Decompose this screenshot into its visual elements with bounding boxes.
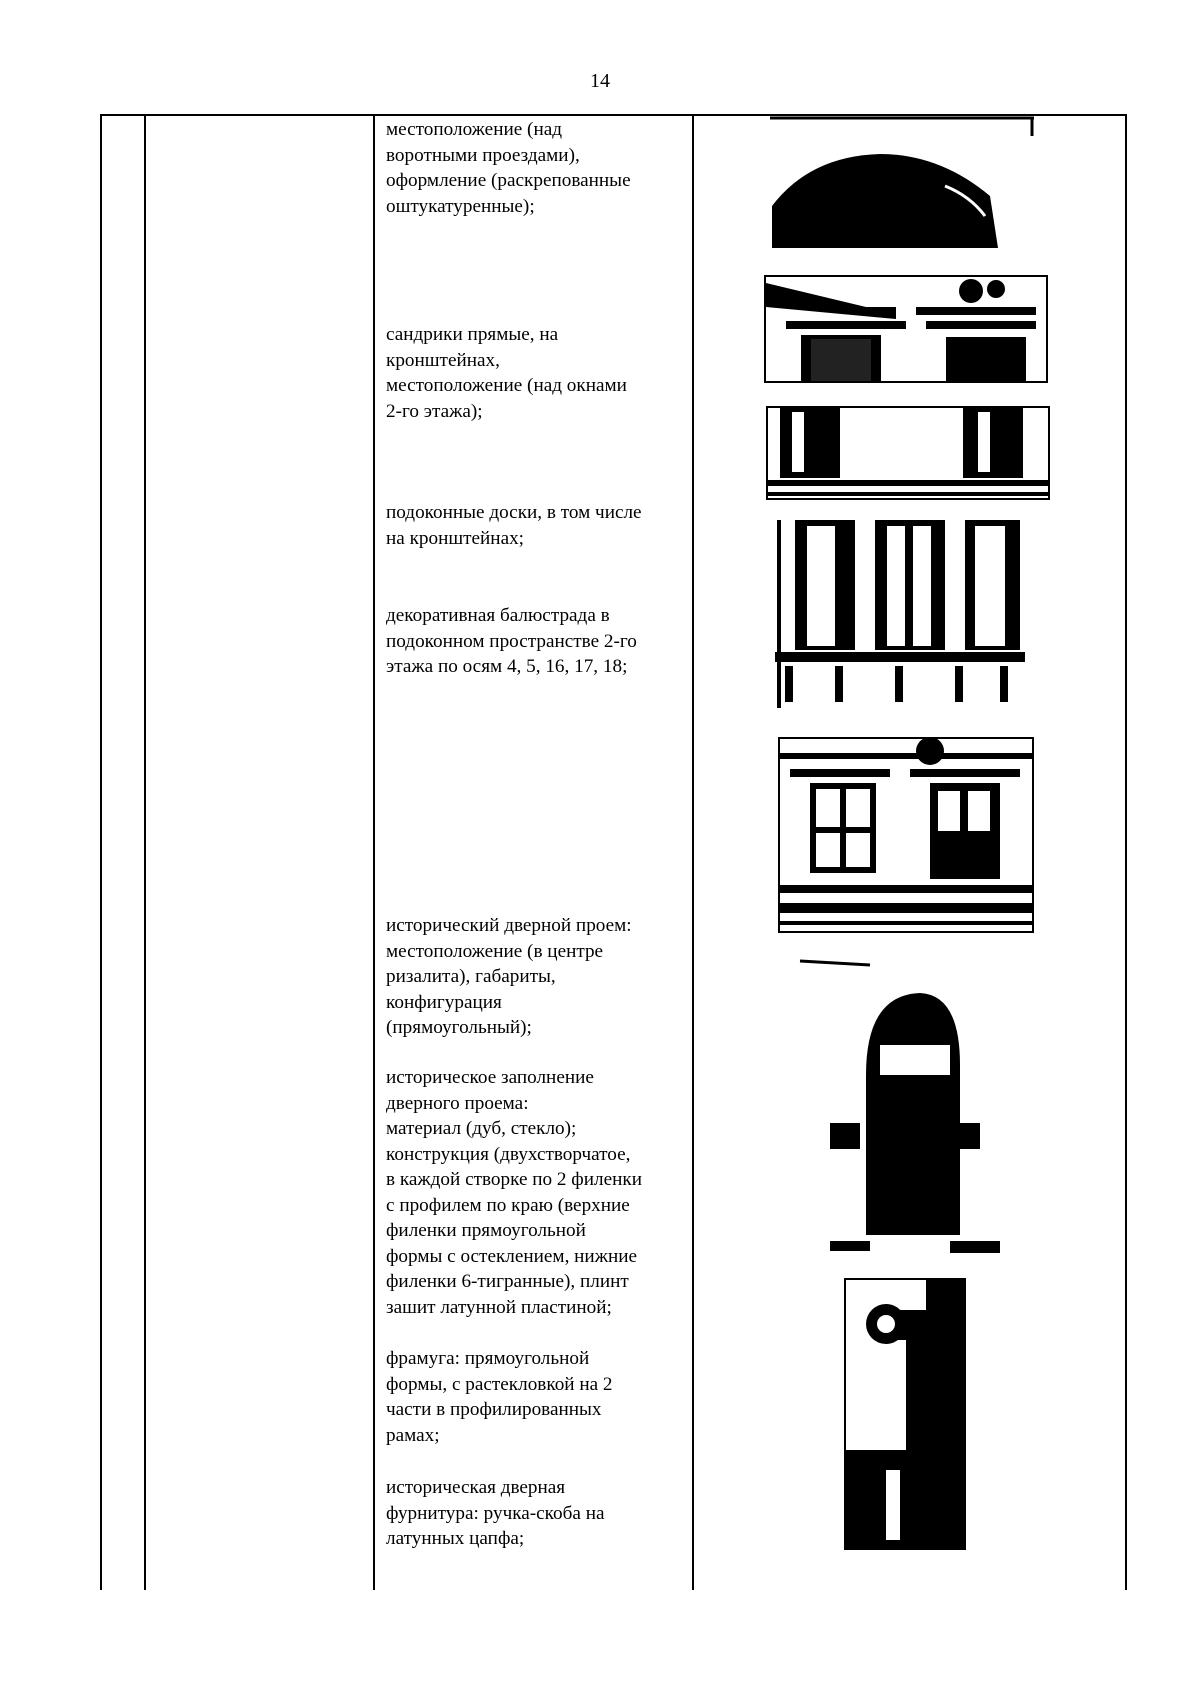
facade-windows-photo bbox=[778, 737, 1034, 933]
table-column-border bbox=[144, 114, 146, 1590]
text-line: формы, с растекловкой на 2 bbox=[386, 1373, 613, 1395]
text-line: рамах; bbox=[386, 1424, 440, 1446]
sandriki-paragraph bbox=[386, 322, 682, 424]
text-line: ризалита), габариты, bbox=[386, 966, 556, 987]
sandriki-photo bbox=[764, 275, 1048, 383]
text-line: этажа по осям 4, 5, 16, 17, 18; bbox=[386, 656, 628, 677]
transom-paragraph bbox=[386, 1346, 682, 1448]
table-column-border bbox=[1125, 114, 1127, 1590]
text-line: латунных цапфа; bbox=[386, 1528, 525, 1549]
text-line: подоконные доски, в том числе bbox=[386, 502, 642, 523]
text-line: формы с остеклением, нижние bbox=[386, 1245, 638, 1267]
text-line: оштукатуренные); bbox=[386, 195, 535, 217]
text-line: конфигурация bbox=[386, 991, 502, 1013]
text-line: материал (дуб, стекло); bbox=[386, 1118, 577, 1139]
text-line: конструкция (двухстворчатое, bbox=[386, 1143, 631, 1165]
page-number: 14 bbox=[590, 70, 610, 92]
text-line: местоположение (в центре bbox=[386, 940, 604, 962]
door-handle-photo bbox=[844, 1278, 966, 1550]
door-opening-paragraph bbox=[386, 913, 682, 1041]
text-line: дверного проема: bbox=[386, 1092, 529, 1114]
text-line: местоположение (над окнами bbox=[386, 375, 627, 396]
door-hardware-paragraph bbox=[386, 1475, 682, 1552]
text-line: историческая дверная bbox=[386, 1477, 566, 1498]
gate-arch-photo bbox=[770, 116, 1034, 248]
window-sills-paragraph bbox=[386, 500, 682, 551]
table-column-border bbox=[100, 114, 102, 1590]
table-column-border bbox=[692, 114, 694, 1590]
gate-arch-paragraph bbox=[386, 117, 682, 219]
table-column-border bbox=[373, 114, 375, 1590]
balustrade-photo bbox=[775, 520, 1025, 708]
text-line: историческое заполнение bbox=[386, 1067, 594, 1088]
window-sills-photo bbox=[766, 406, 1050, 500]
text-line: местоположение (над bbox=[386, 119, 562, 140]
text-line: зашит латунной пластиной; bbox=[386, 1296, 612, 1318]
text-line: части в профилированных bbox=[386, 1399, 602, 1420]
text-line: сандрики прямые, на bbox=[386, 324, 559, 345]
text-line: исторический дверной проем: bbox=[386, 915, 632, 936]
text-line: на кронштейнах; bbox=[386, 527, 525, 549]
text-line: подоконном пространстве 2-го bbox=[386, 630, 637, 652]
text-line: кронштейнах, bbox=[386, 349, 500, 371]
text-line: оформление (раскрепованные bbox=[386, 170, 631, 191]
door-opening-photo bbox=[790, 955, 1030, 1255]
text-line: филенки 6-тигранные), плинт bbox=[386, 1271, 629, 1292]
text-line: декоративная балюстрада в bbox=[386, 605, 610, 626]
text-line: в каждой створке по 2 филенки bbox=[386, 1169, 642, 1190]
text-line: фурнитура: ручка-скоба на bbox=[386, 1502, 605, 1524]
balustrade-paragraph bbox=[386, 603, 682, 680]
text-line: воротными проездами), bbox=[386, 144, 580, 166]
text-line: фрамуга: прямоугольной bbox=[386, 1348, 590, 1369]
text-line: филенки прямоугольной bbox=[386, 1220, 586, 1241]
text-line: с профилем по краю (верхние bbox=[386, 1194, 630, 1216]
door-filling-paragraph bbox=[386, 1065, 682, 1320]
text-line: 2-го этажа); bbox=[386, 400, 483, 422]
text-line: (прямоугольный); bbox=[386, 1017, 532, 1038]
